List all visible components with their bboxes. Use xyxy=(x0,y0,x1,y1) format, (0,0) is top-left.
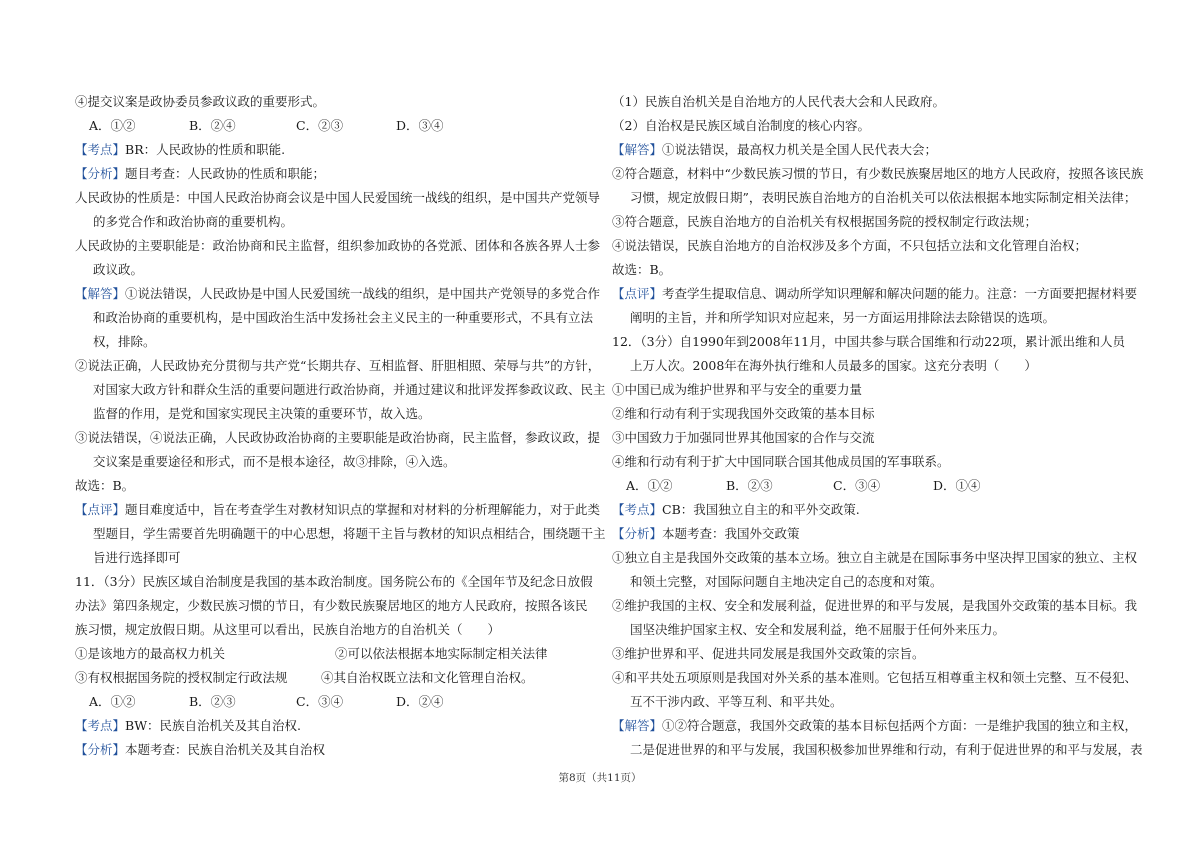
kaodian-tag: 【考点】 xyxy=(75,142,126,157)
option-c: C．③④ xyxy=(833,478,881,493)
text-line: 权，排除。 xyxy=(93,334,156,349)
option-b: B．②③ xyxy=(189,694,236,709)
text-line: ③说法错误，④说法正确，人民政协政治协商的主要职能是政治协商，民主监督，参政议政，提 xyxy=(75,430,601,445)
fenxi-tag: 【分析】 xyxy=(612,526,663,541)
text-line: 政议政。 xyxy=(93,262,144,277)
jieda-tag: 【解答】 xyxy=(75,286,126,301)
question-12-stem: 12．（3分）自1990年到2008年11月，中国共参与联合国维和行动22项，累计派出维和人员 xyxy=(612,334,1126,349)
text-line: 国坚决维护国家主权、安全和发展利益，绝不屈服于任何外来压力。 xyxy=(630,622,1006,637)
text-line: 对国家大政方针和群众生活的重要问题进行政治协商，并通过建议和批评发挥参政议政、民主 xyxy=(93,382,606,397)
statement-2: ②维和行动有利于实现我国外交政策的基本目标 xyxy=(612,406,875,421)
fenxi-text: 本题考查：我国外交政策 xyxy=(662,526,800,541)
text-line: 旨进行选择即可 xyxy=(93,550,181,565)
text-line: ④说法错误，民族自治地方的自治权涉及多个方面，不只包括立法和文化管理自治权； xyxy=(612,238,1088,253)
q11-options xyxy=(75,690,595,714)
statement-3: ③中国致力于加强同世界其他国家的合作与交流 xyxy=(612,430,875,445)
text-line: 族习惯，规定放假日期。从这里可以看出，民族自治地方的自治机关（ ） xyxy=(75,622,501,637)
kaodian-tag: 【考点】 xyxy=(75,718,126,733)
dianping-text: 考查学生提取信息、调动所学知识理解和解决问题的能力。注意：一方面要把握材料要 xyxy=(662,286,1138,301)
fenxi-text: 题目考查：人民政协的性质和职能； xyxy=(125,166,326,181)
answer-line: 故选：B。 xyxy=(612,262,672,277)
left-column xyxy=(75,90,606,762)
jieda-tag: 【解答】 xyxy=(612,718,663,733)
statement-2: ②可以依法根据本地实际制定相关法律 xyxy=(335,646,548,661)
dianping-line xyxy=(612,282,1138,306)
dianping-tag: 【点评】 xyxy=(75,502,126,517)
text-line: 和领土完整，对国际问题自主地决定自己的态度和对策。 xyxy=(630,574,943,589)
option-c: C．③④ xyxy=(296,694,344,709)
statement-1: ①中国已成为维护世界和平与安全的重要力量 xyxy=(612,382,863,397)
option-d: D．①④ xyxy=(933,478,981,493)
dianping-text: 题目难度适中，旨在考查学生对教材知识点的掌握和对材料的分析理解能力，对于此类 xyxy=(125,502,601,517)
fenxi-line xyxy=(75,162,595,186)
text-line: 互不干涉内政、平等互利、和平共处。 xyxy=(630,694,843,709)
option-c: C．②③ xyxy=(296,118,344,133)
jieda-text: ①说法错误，最高权力机关是全国人民代表大会； xyxy=(662,142,938,157)
page-number: 第8页（共11页） xyxy=(558,772,642,784)
text-line: 监督的作用，是党和国家实现民主决策的重要环节，故入选。 xyxy=(93,406,431,421)
text-line: ④提交议案是政协委员参政议政的重要形式。 xyxy=(75,94,326,109)
dianping-line xyxy=(75,498,601,522)
text-line: 和政治协商的重要机构，是中国政治生活中发扬社会主义民主的一种重要形式，不具有立法 xyxy=(93,310,594,325)
option-a: A．①② xyxy=(89,118,136,133)
fenxi-tag: 【分析】 xyxy=(75,166,126,181)
text-line: ②说法正确，人民政协充分贯彻与共产党“长期共存、互相监督、肝胆相照、荣辱与共”的方针， xyxy=(75,358,601,373)
text-line: 二是促进世界的和平与发展，我国积极参加世界维和行动，有利于促进世界的和平与发展，表 xyxy=(630,742,1143,757)
text-line: 人民政协的性质是：中国人民政治协商会议是中国人民爱国统一战线的组织，是中国共产党领导 xyxy=(75,190,601,205)
text-line: ③维护世界和平、促进共同发展是我国外交政策的宗旨。 xyxy=(612,646,925,661)
text-line: ④和平共处五项原则是我国对外关系的基本准则。它包括互相尊重主权和领土完整、互不侵犯、 xyxy=(612,670,1138,685)
dianping-tag: 【点评】 xyxy=(612,286,663,301)
text-line: ②符合题意，材料中“少数民族习惯的节日，有少数民族聚居地区的地方人民政府，按照各该民族 xyxy=(612,166,1144,181)
statement-4: ④维和行动有利于扩大中国同联合国其他成员国的军事联系。 xyxy=(612,454,950,469)
option-d: D．②④ xyxy=(396,694,444,709)
kaodian-line xyxy=(75,714,595,738)
jieda-text: ①②符合题意，我国外交政策的基本目标包括两个方面：一是维护我国的独立和主权， xyxy=(662,718,1138,733)
fenxi-line xyxy=(612,522,1130,546)
kaodian-text: BW：民族自治机关及其自治权. xyxy=(125,718,302,733)
text-line: 人民政协的主要职能是：政治协商和民主监督，组织参加政协的各党派、团体和各族各界人士参 xyxy=(75,238,601,253)
right-column xyxy=(612,90,1144,762)
fenxi-tag: 【分析】 xyxy=(75,742,126,757)
option-b: B．②③ xyxy=(726,478,773,493)
text-line: 上万人次。2008年在海外执行维和人员最多的国家。这充分表明（ ） xyxy=(630,358,1037,373)
kaodian-line xyxy=(612,498,1130,522)
kaodian-text: BR：人民政协的性质和职能. xyxy=(125,142,286,157)
option-a: A．①② xyxy=(626,478,673,493)
fenxi-text: 本题考查：民族自治机关及其自治权 xyxy=(125,742,326,757)
statement-1: ①是该地方的最高权力机关 xyxy=(75,646,226,661)
text-line: 阐明的主旨，并和所学知识对应起来，另一方面运用排除法去除错误的选项。 xyxy=(630,310,1056,325)
option-d: D．③④ xyxy=(396,118,444,133)
option-b: B．②④ xyxy=(189,118,236,133)
statement-4: ④其自治权既立法和文化管理自治权。 xyxy=(321,670,534,685)
kaodian-tag: 【考点】 xyxy=(612,502,663,517)
jieda-line xyxy=(612,138,1130,162)
jieda-tag: 【解答】 xyxy=(612,142,663,157)
kaodian-text: CB：我国独立自主的和平外交政策. xyxy=(662,502,860,517)
text-line: 型题目，学生需要首先明确题干的中心思想，将题干主旨与教材的知识点相结合，围绕题干主 xyxy=(93,526,606,541)
text-line: ②维护我国的主权、安全和发展利益，促进世界的和平与发展，是我国外交政策的基本目标。我 xyxy=(612,598,1138,613)
answer-line: 故选：B。 xyxy=(75,478,135,493)
text-line: 的多党合作和政治协商的重要机构。 xyxy=(93,214,294,229)
q11-statements-row-2 xyxy=(75,666,595,690)
text-line: （2）自治权是民族区域自治制度的核心内容。 xyxy=(612,118,870,133)
text-line: 办法》第四条规定，少数民族习惯的节日，有少数民族聚居地区的地方人民政府，按照各该民 xyxy=(75,598,588,613)
statement-3: ③有权根据国务院的授权制定行政法规 xyxy=(75,670,288,685)
fenxi-line xyxy=(75,738,595,762)
jieda-line xyxy=(75,282,601,306)
text-line: ③符合题意，民族自治地方的自治机关有权根据国务院的授权制定行政法规； xyxy=(612,214,1038,229)
q11-statements-row-1 xyxy=(75,642,595,666)
kaodian-line xyxy=(75,138,595,162)
jieda-line xyxy=(612,714,1138,738)
option-a: A．①② xyxy=(89,694,136,709)
q10-options xyxy=(75,114,595,138)
text-line: ①独立自主是我国外交政策的基本立场。独立自主就是在国际事务中坚决捍卫国家的独立、主权 xyxy=(612,550,1138,565)
q12-options xyxy=(612,474,1130,498)
text-line: 习惯，规定放假日期”，表明民族自治地方的自治机关可以依法根据本地实际制定相关法律； xyxy=(630,190,1137,205)
text-line: 交议案是重要途径和形式，而不是根本途径，故③排除，④入选。 xyxy=(93,454,456,469)
jieda-text: ①说法错误，人民政协是中国人民爱国统一战线的组织，是中国共产党领导的多党合作 xyxy=(125,286,601,301)
text-line: （1）民族自治机关是自治地方的人民代表大会和人民政府。 xyxy=(612,94,945,109)
question-11-stem: 11．（3分）民族区域自治制度是我国的基本政治制度。国务院公布的《全国年节及纪念日放假 xyxy=(75,574,593,589)
